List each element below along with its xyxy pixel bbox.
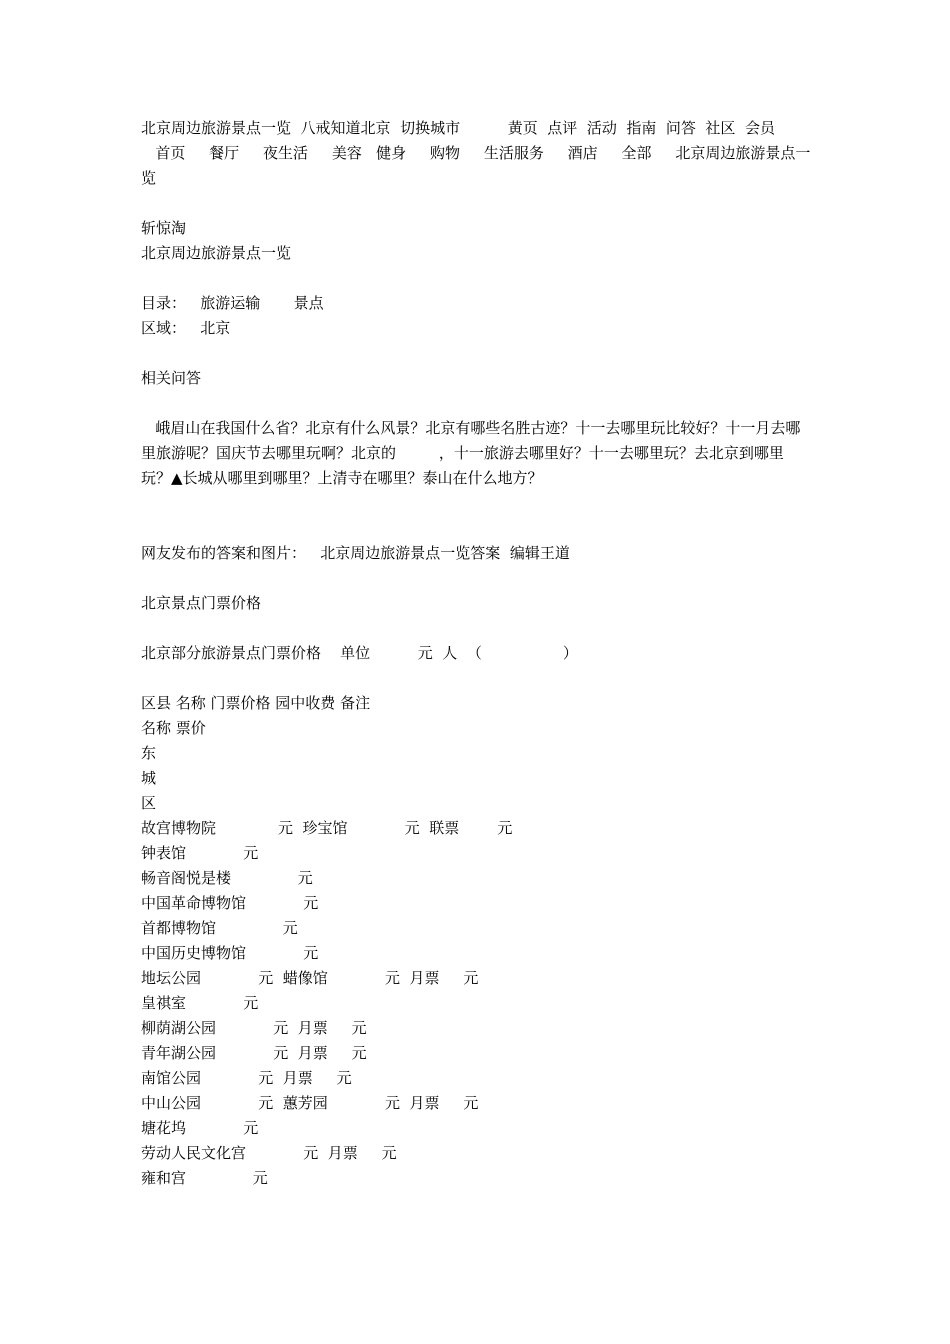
page-title: 北京周边旅游景点一览	[141, 244, 292, 262]
table-row: 塘花坞 元	[141, 1119, 259, 1137]
region-line[interactable]: 区域： 北京	[141, 319, 231, 337]
district-char: 东	[141, 744, 157, 762]
table-row: 雍和宫 元	[141, 1169, 268, 1187]
table-row: 中国历史博物馆 元	[141, 944, 319, 962]
spacer	[141, 666, 813, 691]
table-row: 劳动人民文化宫 元 月票 元	[141, 1144, 397, 1162]
answer-line: 网友发布的答案和图片： 北京周边旅游景点一览答案 编辑王道	[141, 544, 570, 562]
district-char: 城	[141, 769, 157, 787]
site-header-line[interactable]: 北京周边旅游景点一览 八戒知道北京 切换城市 黄页 点评 活动 指南 问答 社区 会员	[141, 119, 775, 137]
section-heading: 北京景点门票价格	[141, 594, 262, 612]
table-row: 钟表馆 元	[141, 844, 259, 862]
table-row: 柳荫湖公园 元 月票 元	[141, 1019, 367, 1037]
related-questions[interactable]: 峨眉山在我国什么省？北京有什么风景？北京有哪些名胜古迹？十一去哪里玩比较好？十一月去哪里旅游呢？国庆节去哪里玩啊？北京的 ，十一旅游去哪里好？十一去哪里玩？去北京到哪里玩？▲长城从哪里到哪里？上清寺在哪里？泰山在什么地方？	[141, 419, 801, 487]
table-row: 青年湖公园 元 月票 元	[141, 1044, 367, 1062]
table-row: 中山公园 元 蕙芳园 元 月票 元	[141, 1094, 479, 1112]
table-row: 畅音阁悦是楼 元	[141, 869, 313, 887]
spacer	[141, 491, 813, 541]
document-page	[141, 116, 813, 1191]
price-caption: 北京部分旅游景点门票价格 单位 元 人 （ ）	[141, 644, 578, 662]
spacer	[141, 266, 813, 291]
spacer	[141, 391, 813, 416]
catalog-line[interactable]: 目录： 旅游运输 景点	[141, 294, 324, 312]
related-heading: 相关问答	[141, 369, 202, 387]
category-nav[interactable]: 首页 餐厅 夜生活 美容 健身 购物 生活服务 酒店 全部 北京周边旅游景点一览	[141, 144, 811, 187]
spacer	[141, 616, 813, 641]
table-row: 南馆公园 元 月票 元	[141, 1069, 352, 1087]
table-row: 故宫博物院 元 珍宝馆 元 联票 元	[141, 819, 513, 837]
table-row: 皇祺室 元	[141, 994, 259, 1012]
table-row: 首都博物馆 元	[141, 919, 298, 937]
table-row: 地坛公园 元 蜡像馆 元 月票 元	[141, 969, 479, 987]
table-row: 中国革命博物馆 元	[141, 894, 319, 912]
author-name: 斩惊淘	[141, 219, 187, 237]
price-table	[141, 691, 813, 1191]
spacer	[141, 191, 813, 216]
table-header: 区县 名称 门票价格 园中收费 备注	[141, 694, 371, 712]
spacer	[141, 566, 813, 591]
table-subheader: 名称 票价	[141, 719, 206, 737]
district-char: 区	[141, 794, 157, 812]
spacer	[141, 341, 813, 366]
